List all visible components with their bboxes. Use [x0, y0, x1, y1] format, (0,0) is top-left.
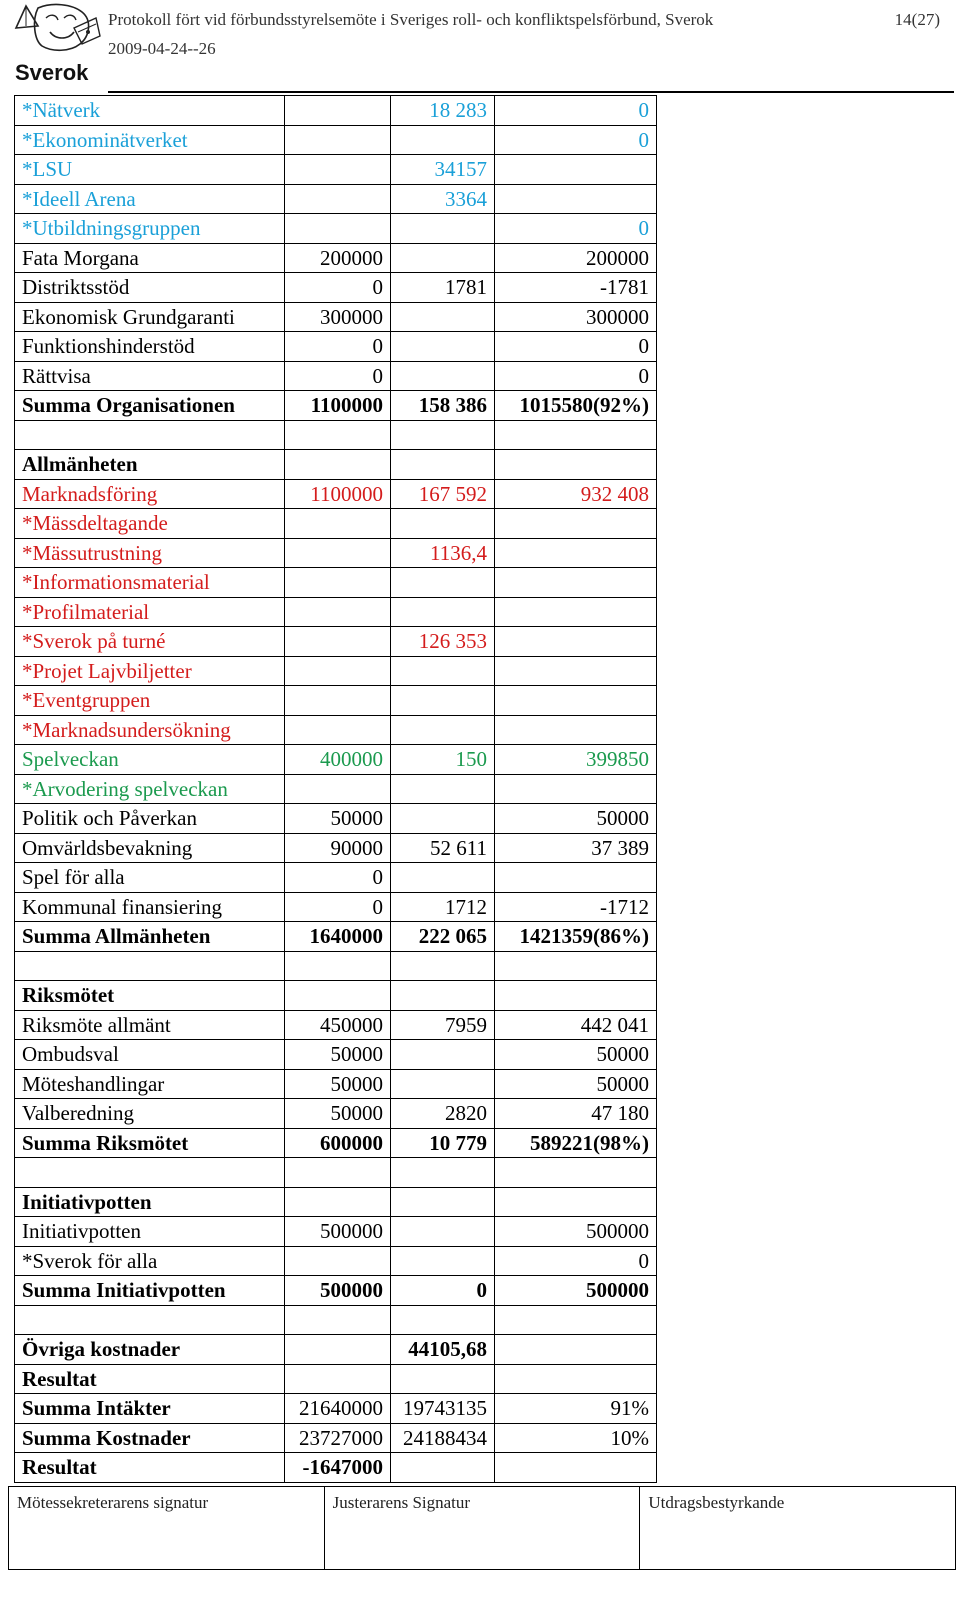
- value-cell: [391, 509, 495, 539]
- value-cell: -1781: [495, 273, 657, 303]
- value-cell: [285, 125, 391, 155]
- value-cell: 1781: [391, 273, 495, 303]
- value-cell: [391, 1246, 495, 1276]
- row-label-cell: Marknadsföring: [15, 479, 285, 509]
- header-divider: [108, 91, 954, 93]
- table-row: [15, 1010, 657, 1040]
- value-cell: [391, 125, 495, 155]
- row-label-cell: Omvärldsbevakning: [15, 833, 285, 863]
- value-cell: 91%: [495, 1394, 657, 1424]
- logo-text: Sverok: [15, 60, 89, 85]
- table-row: [15, 774, 657, 804]
- row-label-cell: *Utbildningsgruppen: [15, 214, 285, 244]
- value-cell: [495, 981, 657, 1011]
- value-cell: [495, 951, 657, 981]
- value-cell: 600000: [285, 1128, 391, 1158]
- secretary-signature-field: Mötessekreterarens signatur: [9, 1487, 325, 1569]
- row-label-cell: Initiativpotten: [15, 1187, 285, 1217]
- value-cell: 0: [285, 273, 391, 303]
- value-cell: [391, 656, 495, 686]
- value-cell: 150: [391, 745, 495, 775]
- value-cell: 1136,4: [391, 538, 495, 568]
- table-row: [15, 479, 657, 509]
- value-cell: 3364: [391, 184, 495, 214]
- table-row: [15, 273, 657, 303]
- signature-footer: [8, 1486, 956, 1570]
- table-row: [15, 155, 657, 185]
- value-cell: [391, 1158, 495, 1188]
- table-row: [15, 833, 657, 863]
- value-cell: [391, 302, 495, 332]
- value-cell: 2820: [391, 1099, 495, 1129]
- value-cell: 589221(98%): [495, 1128, 657, 1158]
- value-cell: 50000: [285, 804, 391, 834]
- row-label-cell: *Mässdeltagande: [15, 509, 285, 539]
- table-row: [15, 302, 657, 332]
- value-cell: 47 180: [495, 1099, 657, 1129]
- value-cell: [495, 1364, 657, 1394]
- value-cell: 19743135: [391, 1394, 495, 1424]
- table-row: [15, 715, 657, 745]
- value-cell: 21640000: [285, 1394, 391, 1424]
- budget-table: [14, 95, 657, 1483]
- value-cell: [285, 420, 391, 450]
- table-row: [15, 627, 657, 657]
- row-label-cell: Resultat: [15, 1453, 285, 1483]
- value-cell: 0: [495, 125, 657, 155]
- value-cell: 0: [495, 214, 657, 244]
- value-cell: 18 283: [391, 96, 495, 126]
- table-row: [15, 96, 657, 126]
- row-label-cell: *Mässutrustning: [15, 538, 285, 568]
- value-cell: [391, 597, 495, 627]
- value-cell: 0: [285, 892, 391, 922]
- value-cell: 50000: [285, 1040, 391, 1070]
- value-cell: 0: [391, 1276, 495, 1306]
- table-row: [15, 863, 657, 893]
- value-cell: 932 408: [495, 479, 657, 509]
- row-label-cell: *Projet Lajvbiljetter: [15, 656, 285, 686]
- value-cell: [391, 332, 495, 362]
- value-cell: [391, 1069, 495, 1099]
- value-cell: [285, 1187, 391, 1217]
- row-label-cell: Kommunal finansiering: [15, 892, 285, 922]
- table-row: [15, 1423, 657, 1453]
- value-cell: 0: [285, 332, 391, 362]
- value-cell: 10%: [495, 1423, 657, 1453]
- row-label-cell: Politik och Påverkan: [15, 804, 285, 834]
- value-cell: [495, 627, 657, 657]
- table-row: [15, 1158, 657, 1188]
- value-cell: [285, 627, 391, 657]
- table-row: [15, 361, 657, 391]
- value-cell: 158 386: [391, 391, 495, 421]
- value-cell: 24188434: [391, 1423, 495, 1453]
- row-label-cell: Funktionshinderstöd: [15, 332, 285, 362]
- table-row: [15, 656, 657, 686]
- value-cell: [391, 981, 495, 1011]
- value-cell: 1100000: [285, 391, 391, 421]
- table-row: [15, 391, 657, 421]
- value-cell: 34157: [391, 155, 495, 185]
- row-label-cell: Allmänheten: [15, 450, 285, 480]
- page-number: 14(27): [894, 10, 940, 29]
- document-date: 2009-04-24--26: [108, 39, 216, 58]
- row-label-cell: Övriga kostnader: [15, 1335, 285, 1365]
- value-cell: [285, 715, 391, 745]
- row-label-cell: *Sverok för alla: [15, 1246, 285, 1276]
- value-cell: [391, 243, 495, 273]
- table-row: [15, 1069, 657, 1099]
- row-label-cell: *Ekonominätverket: [15, 125, 285, 155]
- value-cell: [391, 450, 495, 480]
- table-row: [15, 1305, 657, 1335]
- value-cell: [495, 686, 657, 716]
- row-label-cell: Möteshandlingar: [15, 1069, 285, 1099]
- value-cell: [391, 1217, 495, 1247]
- table-row: [15, 981, 657, 1011]
- value-cell: 126 353: [391, 627, 495, 657]
- value-cell: [495, 863, 657, 893]
- value-cell: 1421359(86%): [495, 922, 657, 952]
- value-cell: [391, 804, 495, 834]
- row-label-cell: Riksmöte allmänt: [15, 1010, 285, 1040]
- row-label-cell: Resultat: [15, 1364, 285, 1394]
- table-row: [15, 420, 657, 450]
- row-label-cell: *Profilmaterial: [15, 597, 285, 627]
- value-cell: [285, 1246, 391, 1276]
- value-cell: 300000: [285, 302, 391, 332]
- value-cell: [285, 656, 391, 686]
- row-label-cell: Fata Morgana: [15, 243, 285, 273]
- value-cell: [391, 568, 495, 598]
- row-label-cell: Rättvisa: [15, 361, 285, 391]
- table-row: [15, 1187, 657, 1217]
- value-cell: [391, 361, 495, 391]
- value-cell: 0: [495, 1246, 657, 1276]
- value-cell: [285, 450, 391, 480]
- value-cell: [495, 184, 657, 214]
- value-cell: 0: [495, 361, 657, 391]
- table-row: [15, 1099, 657, 1129]
- value-cell: [495, 1187, 657, 1217]
- value-cell: 44105,68: [391, 1335, 495, 1365]
- row-label-cell: Valberedning: [15, 1099, 285, 1129]
- value-cell: [495, 538, 657, 568]
- table-row: [15, 1453, 657, 1483]
- value-cell: 200000: [495, 243, 657, 273]
- table-row: [15, 804, 657, 834]
- value-cell: 0: [495, 96, 657, 126]
- value-cell: [391, 686, 495, 716]
- value-cell: 50000: [495, 804, 657, 834]
- row-label-cell: *Marknadsundersökning: [15, 715, 285, 745]
- table-row: [15, 568, 657, 598]
- value-cell: [391, 214, 495, 244]
- value-cell: 167 592: [391, 479, 495, 509]
- row-label-cell: Ombudsval: [15, 1040, 285, 1070]
- value-cell: [391, 1364, 495, 1394]
- value-cell: 0: [285, 863, 391, 893]
- value-cell: [391, 1040, 495, 1070]
- value-cell: 200000: [285, 243, 391, 273]
- value-cell: 50000: [495, 1040, 657, 1070]
- value-cell: 1640000: [285, 922, 391, 952]
- row-label-cell: Ekonomisk Grundgaranti: [15, 302, 285, 332]
- row-label-cell: Summa Allmänheten: [15, 922, 285, 952]
- table-row: [15, 1246, 657, 1276]
- value-cell: [285, 1305, 391, 1335]
- value-cell: [285, 686, 391, 716]
- value-cell: 1712: [391, 892, 495, 922]
- table-row: [15, 922, 657, 952]
- row-label-cell: Distriktsstöd: [15, 273, 285, 303]
- value-cell: [495, 450, 657, 480]
- value-cell: [495, 568, 657, 598]
- table-row: [15, 184, 657, 214]
- table-row: [15, 1335, 657, 1365]
- value-cell: [285, 568, 391, 598]
- table-row: [15, 450, 657, 480]
- row-label-cell: Spelveckan: [15, 745, 285, 775]
- value-cell: [495, 1158, 657, 1188]
- value-cell: 7959: [391, 1010, 495, 1040]
- value-cell: [391, 951, 495, 981]
- value-cell: [285, 96, 391, 126]
- table-row: [15, 1040, 657, 1070]
- value-cell: 52 611: [391, 833, 495, 863]
- value-cell: 50000: [285, 1069, 391, 1099]
- value-cell: 0: [495, 332, 657, 362]
- row-label-cell: [15, 1305, 285, 1335]
- value-cell: 23727000: [285, 1423, 391, 1453]
- table-row: [15, 1394, 657, 1424]
- value-cell: [285, 951, 391, 981]
- value-cell: 1100000: [285, 479, 391, 509]
- value-cell: [495, 1453, 657, 1483]
- value-cell: 10 779: [391, 1128, 495, 1158]
- table-row: [15, 1364, 657, 1394]
- table-row: [15, 332, 657, 362]
- value-cell: -1712: [495, 892, 657, 922]
- value-cell: [391, 774, 495, 804]
- table-row: [15, 597, 657, 627]
- row-label-cell: Riksmötet: [15, 981, 285, 1011]
- value-cell: [391, 863, 495, 893]
- value-cell: 500000: [495, 1276, 657, 1306]
- table-row: [15, 509, 657, 539]
- value-cell: 0: [285, 361, 391, 391]
- table-row: [15, 686, 657, 716]
- value-cell: 450000: [285, 1010, 391, 1040]
- table-row: [15, 1276, 657, 1306]
- value-cell: [285, 509, 391, 539]
- value-cell: [285, 538, 391, 568]
- row-label-cell: *Ideell Arena: [15, 184, 285, 214]
- extract-certification-field: Utdragsbestyrkande: [648, 1493, 785, 1512]
- row-label-cell: Spel för alla: [15, 863, 285, 893]
- value-cell: 442 041: [495, 1010, 657, 1040]
- value-cell: 500000: [285, 1217, 391, 1247]
- value-cell: 300000: [495, 302, 657, 332]
- table-row: [15, 125, 657, 155]
- row-label-cell: *Nätverk: [15, 96, 285, 126]
- value-cell: 50000: [285, 1099, 391, 1129]
- value-cell: [495, 509, 657, 539]
- value-cell: [495, 656, 657, 686]
- value-cell: 400000: [285, 745, 391, 775]
- row-label-cell: [15, 1158, 285, 1188]
- value-cell: 1015580(92%): [495, 391, 657, 421]
- value-cell: [285, 214, 391, 244]
- table-row: [15, 892, 657, 922]
- value-cell: [285, 1158, 391, 1188]
- value-cell: [495, 715, 657, 745]
- row-label-cell: Summa Riksmötet: [15, 1128, 285, 1158]
- value-cell: [495, 1305, 657, 1335]
- row-label-cell: *Arvodering spelveckan: [15, 774, 285, 804]
- row-label-cell: [15, 420, 285, 450]
- value-cell: [285, 981, 391, 1011]
- row-label-cell: Summa Initiativpotten: [15, 1276, 285, 1306]
- value-cell: 50000: [495, 1069, 657, 1099]
- row-label-cell: [15, 951, 285, 981]
- value-cell: [495, 597, 657, 627]
- value-cell: 399850: [495, 745, 657, 775]
- row-label-cell: Summa Organisationen: [15, 391, 285, 421]
- value-cell: [285, 184, 391, 214]
- value-cell: 37 389: [495, 833, 657, 863]
- table-row: [15, 243, 657, 273]
- value-cell: 500000: [495, 1217, 657, 1247]
- table-row: [15, 1128, 657, 1158]
- table-row: [15, 1217, 657, 1247]
- value-cell: [285, 1364, 391, 1394]
- document-title: Protokoll fört vid förbundsstyrelsemöte i Sveriges roll- och konfliktspelsförbund, Sverok: [108, 10, 714, 29]
- value-cell: 500000: [285, 1276, 391, 1306]
- value-cell: [285, 774, 391, 804]
- value-cell: [391, 1305, 495, 1335]
- row-label-cell: Initiativpotten: [15, 1217, 285, 1247]
- page-header: [0, 0, 960, 96]
- value-cell: [495, 420, 657, 450]
- value-cell: [285, 597, 391, 627]
- value-cell: [285, 155, 391, 185]
- table-row: [15, 745, 657, 775]
- table-row: [15, 538, 657, 568]
- adjuster-signature-field: Justerarens Signatur: [325, 1487, 641, 1569]
- value-cell: 222 065: [391, 922, 495, 952]
- value-cell: 90000: [285, 833, 391, 863]
- row-label-cell: *LSU: [15, 155, 285, 185]
- row-label-cell: Summa Intäkter: [15, 1394, 285, 1424]
- value-cell: [495, 1335, 657, 1365]
- value-cell: [391, 420, 495, 450]
- table-row: [15, 951, 657, 981]
- row-label-cell: *Sverok på turné: [15, 627, 285, 657]
- value-cell: [495, 774, 657, 804]
- value-cell: [285, 1335, 391, 1365]
- row-label-cell: *Eventgruppen: [15, 686, 285, 716]
- value-cell: [391, 1453, 495, 1483]
- value-cell: [391, 1187, 495, 1217]
- value-cell: [495, 155, 657, 185]
- value-cell: [391, 715, 495, 745]
- row-label-cell: Summa Kostnader: [15, 1423, 285, 1453]
- row-label-cell: *Informationsmaterial: [15, 568, 285, 598]
- table-row: [15, 214, 657, 244]
- value-cell: -1647000: [285, 1453, 391, 1483]
